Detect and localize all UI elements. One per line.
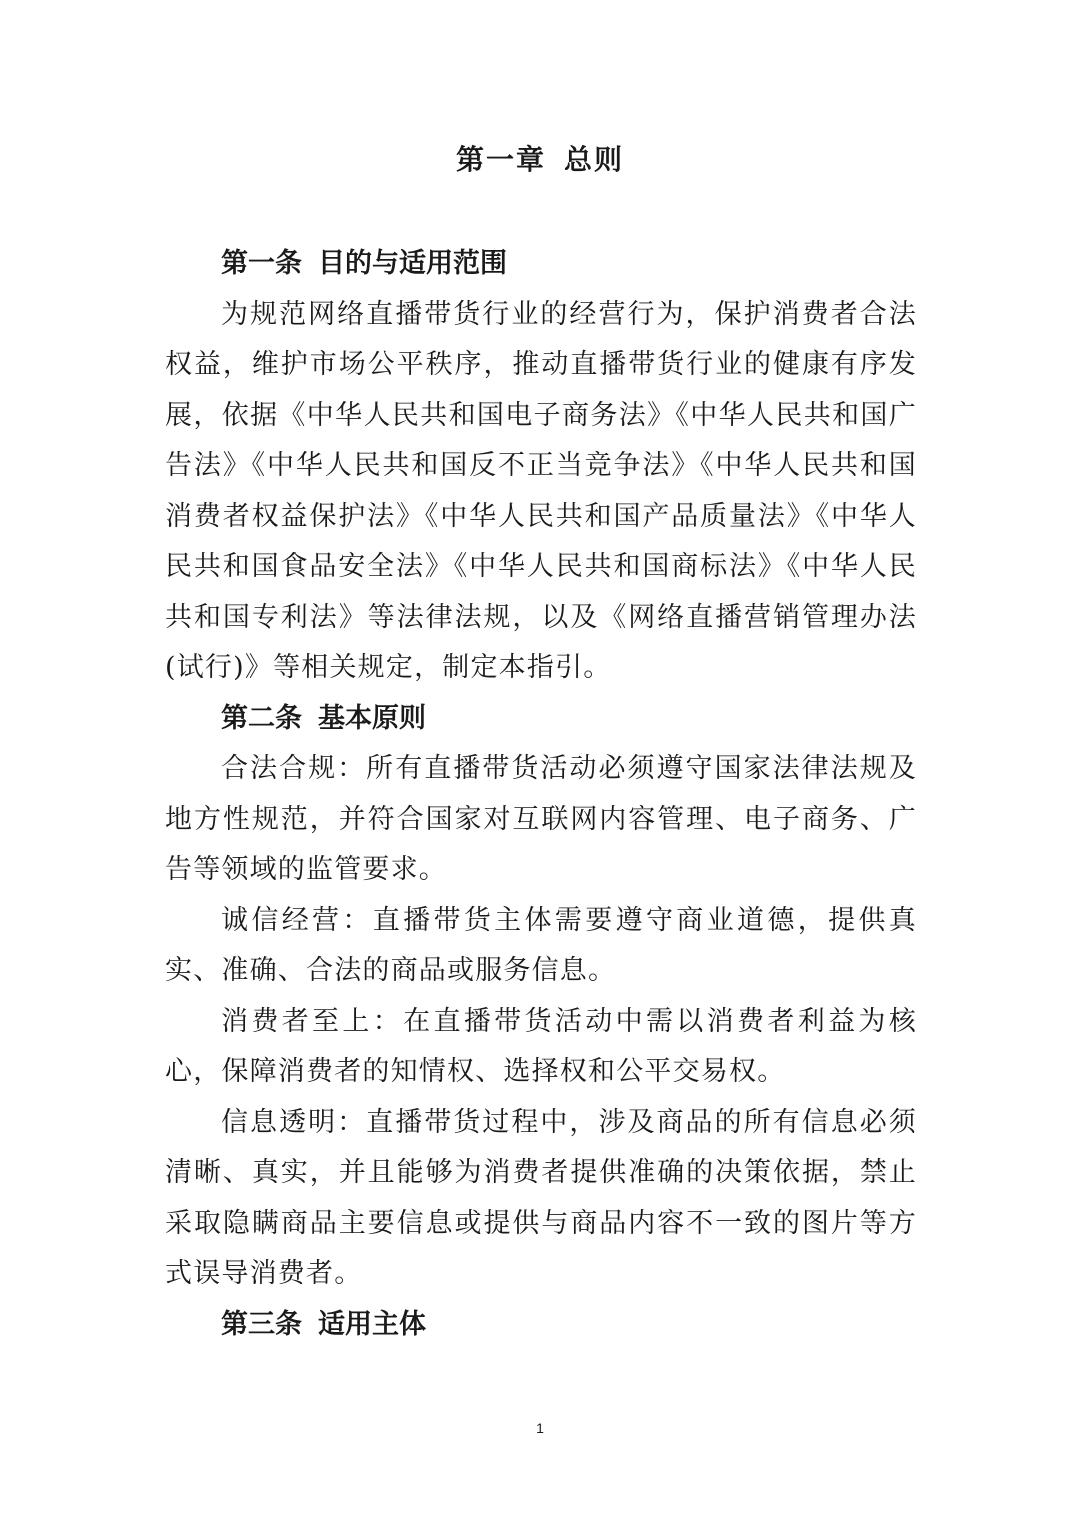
article-1-title: 目的与适用范围 bbox=[318, 248, 507, 279]
article-2 bbox=[165, 694, 917, 1300]
article-2-paragraph-1: 合法合规：所有直播带货活动必须遵守国家法律法规及地方性规范，并符合国家对互联网内容管理、电子商务、广告等领域的监管要求。 bbox=[165, 753, 917, 885]
article-3-heading bbox=[165, 1300, 917, 1351]
page-number: 1 bbox=[536, 1420, 544, 1436]
article-3 bbox=[165, 1300, 917, 1351]
article-1-heading bbox=[165, 239, 917, 290]
document-body bbox=[165, 239, 917, 1350]
chapter-title bbox=[0, 140, 1080, 180]
article-2-paragraph-4: 信息透明：直播带货过程中，涉及商品的所有信息必须清晰、真实，并且能够为消费者提供准确的决策依据，禁止采取隐瞒商品主要信息或提供与商品内容不一致的图片等方式误导消费者。 bbox=[165, 1106, 917, 1289]
article-2-title: 基本原则 bbox=[318, 702, 426, 734]
article-1-paragraph-1: 为规范网络直播带货行业的经营行为，保护消费者合法权益，维护市场公平秩序，推动直播带货行业的健康有序发展，依据《中华人民共和国电子商务法》《中华人民共和国广告法》《中华人民共和国反不正当竞争法》《中华人民共和国消费者权益保护法》《中华人民共和国产品质量法》《中华人民共和国食品安全法》《中华人民共和国商标法》《中华人民共和国专利法》等法律法规，以及《网络直播营销管理办法(试行)》等相关规定，制定本指引。 bbox=[165, 298, 917, 683]
article-3-number: 第三条 bbox=[221, 1308, 302, 1340]
article-2-paragraph-2: 诚信经营：直播带货主体需要遵守商业道德，提供真实、准确、合法的商品或服务信息。 bbox=[165, 904, 917, 986]
chapter-number: 第一章 bbox=[455, 143, 546, 176]
chapter-name: 总则 bbox=[564, 143, 625, 176]
article-2-heading bbox=[165, 694, 917, 745]
article-3-title: 适用主体 bbox=[318, 1308, 426, 1340]
article-2-number: 第二条 bbox=[221, 702, 302, 734]
article-2-paragraph-3: 消费者至上：在直播带货活动中需以消费者利益为核心，保障消费者的知情权、选择权和公平交易权。 bbox=[165, 1005, 917, 1087]
article-1-number: 第一条 bbox=[221, 248, 302, 279]
article-1 bbox=[165, 239, 917, 694]
